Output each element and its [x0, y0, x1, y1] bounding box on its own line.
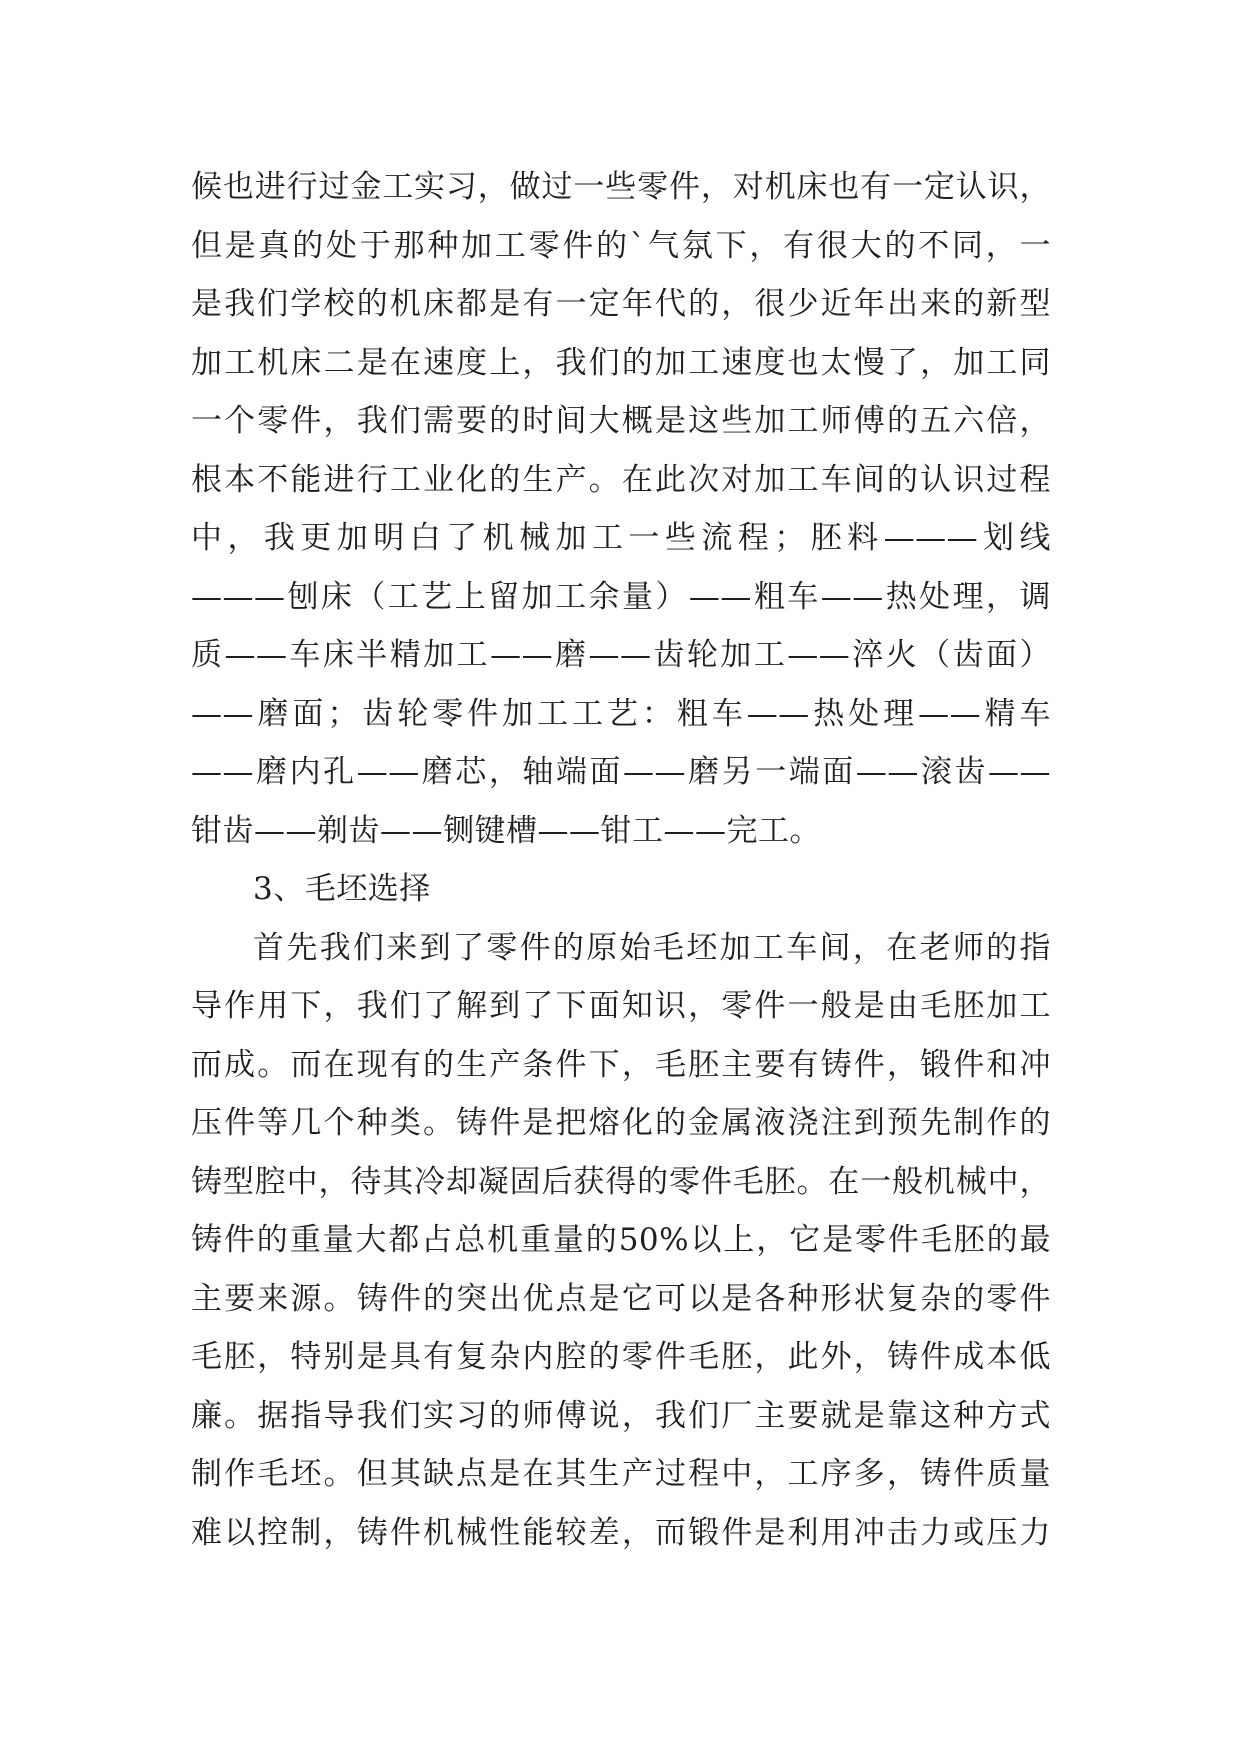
text-line: 压件等几个种类。铸件是把熔化的金属液浇注到预先制作的 — [191, 1105, 1051, 1141]
text-line: 加工机床二是在速度上，我们的加工速度也太慢了，加工同 — [191, 344, 1051, 381]
text-line: 候也进行过金工实习，做过一些零件，对机床也有一定认识， — [191, 169, 1051, 205]
text-line: 难以控制，铸件机械性能较差，而锻件是利用冲击力或压力 — [191, 1514, 1051, 1551]
text-line: 制作毛坯。但其缺点是在其生产过程中，工序多，铸件质量 — [191, 1456, 1051, 1492]
text-line: 根本不能进行工业化的生产。在此次对加工车间的认识过程 — [191, 461, 1051, 498]
body-text — [191, 158, 1051, 1562]
text-line: 是我们学校的机床都是有一定年代的，很少近年出来的新型 — [191, 286, 1051, 322]
text-line: 质——车床半精加工——磨——齿轮加工——淬火（齿面） — [191, 637, 1051, 673]
text-line: 毛胚，特别是具有复杂内腔的零件毛胚，此外，铸件成本低 — [191, 1339, 1051, 1375]
text-line: ——磨内孔——磨芯，轴端面——磨另一端面——滚齿—— — [191, 754, 1051, 790]
text-line: ——磨面；齿轮零件加工工艺：粗车——热处理——精车 — [191, 695, 1051, 732]
text-line: 主要来源。铸件的突出优点是它可以是各种形状复杂的零件 — [191, 1280, 1051, 1317]
text-line: 廉。据指导我们实习的师傅说，我们厂主要就是靠这种方式 — [191, 1397, 1051, 1434]
text-line: 中，我更加明白了机械加工一些流程；胚料———划线 — [191, 520, 1051, 556]
text-line: 但是真的处于那种加工零件的`气氛下，有很大的不同，一 — [191, 227, 1051, 264]
section-heading: 3、毛坯选择 — [253, 871, 431, 907]
text-line: 导作用下，我们了解到了下面知识，零件一般是由毛胚加工 — [191, 988, 1051, 1024]
text-line: 一个零件，我们需要的时间大概是这些加工师傅的五六倍， — [191, 403, 1051, 439]
text-line: 铸件的重量大都占总机重量的50%以上，它是零件毛胚的最 — [191, 1222, 1051, 1258]
text-line: 钳齿——剃齿——铡键槽——钳工——完工。 — [191, 812, 821, 849]
text-line: 而成。而在现有的生产条件下，毛胚主要有铸件，锻件和冲 — [191, 1046, 1051, 1083]
text-line: 首先我们来到了零件的原始毛坯加工车间，在老师的指 — [253, 929, 1051, 966]
text-line: 铸型腔中，待其冷却凝固后获得的零件毛胚。在一般机械中， — [191, 1163, 1051, 1200]
text-line: ———刨床（工艺上留加工余量）——粗车——热处理，调 — [191, 578, 1051, 615]
